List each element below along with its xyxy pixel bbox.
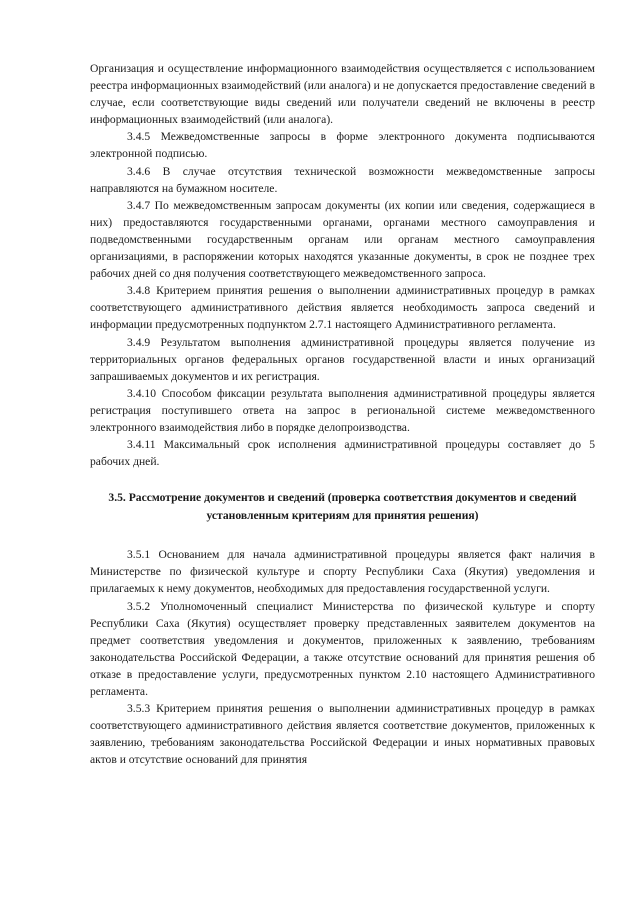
paragraph-3-4-10: 3.4.10 Способом фиксации результата выполнения административной процедуры является регистрация поступившего ответа на запрос в региональной системе межведомственного электронного взаимодействия либо в порядке делопроизводства.	[90, 386, 595, 434]
document-page	[90, 60, 595, 768]
paragraph-3-4-11: 3.4.11 Максимальный срок исполнения административной процедуры составляет до 5 рабочих дней.	[90, 438, 595, 469]
paragraph-3-4-5: 3.4.5 Межведомственные запросы в форме электронного документа подписываются электронной подписью.	[90, 130, 595, 161]
section-heading-3-5: 3.5. Рассмотрение документов и сведений (проверка соответствия документов и сведений установленным критериям для принятия решения)	[108, 491, 577, 523]
paragraph-intro: Организация и осуществление информационного взаимодействия осуществляется с использованием реестра информационных взаимодействий (или аналога) и не допускается предоставление сведений в случае, если соответствующие виды сведений или получатели сведений не включены в реестр информационных взаимодействий (или аналога).	[90, 62, 595, 127]
paragraph-3-4-7: 3.4.7 По межведомственным запросам документы (их копии или сведения, содержащиеся в них) предоставляются государственными органами, органами местного самоуправления и подведомственными государственным органам или органам местного самоуправления организациями, в распоряжении которых находятся указанные документы, в срок не позднее трех рабочих дней со дня получения соответствующего межведомственного запроса.	[90, 198, 595, 281]
paragraph-3-4-9: 3.4.9 Результатом выполнения административной процедуры является получение из территориальных органов федеральных органов государственной власти и иных организаций запрашиваемых документов и их регистрация.	[90, 335, 595, 383]
paragraph-3-4-8: 3.4.8 Критерием принятия решения о выполнении административных процедур в рамках соответствующего административного действия является необходимость запроса сведений и информации предусмотренных подпунктом 2.7.1 настоящего Административного регламента.	[90, 284, 595, 332]
paragraph-3-5-2: 3.5.2 Уполномоченный специалист Министерства по физической культуре и спорту Республики Саха (Якутия) осуществляет проверку представленных заявителем документов на предмет соответствия уведомления и документов, приложенных к заявлению, требованиям законодательства Российской Федерации, а также отсутствие оснований для принятия решения об отказе в предоставление услуги, предусмотренных пунктом 2.10 настоящего Административного регламента.	[90, 599, 595, 698]
paragraph-3-4-6: 3.4.6 В случае отсутствия технической возможности межведомственные запросы направляются на бумажном носителе.	[90, 164, 595, 195]
paragraph-3-5-3: 3.5.3 Критерием принятия решения о выполнении административных процедур в рамках соответствующего административного действия является соответствие документов, приложенных к заявлению, требованиям законодательства Российской Федерации и иных нормативных правовых актов и отсутствие оснований для принятия	[90, 702, 595, 767]
paragraph-3-5-1: 3.5.1 Основанием для начала административной процедуры является факт наличия в Министерстве по физической культуре и спорту Республики Саха (Якутия) уведомления и прилагаемых к нему документов, необходимых для предоставления государственной услуги.	[90, 548, 595, 596]
